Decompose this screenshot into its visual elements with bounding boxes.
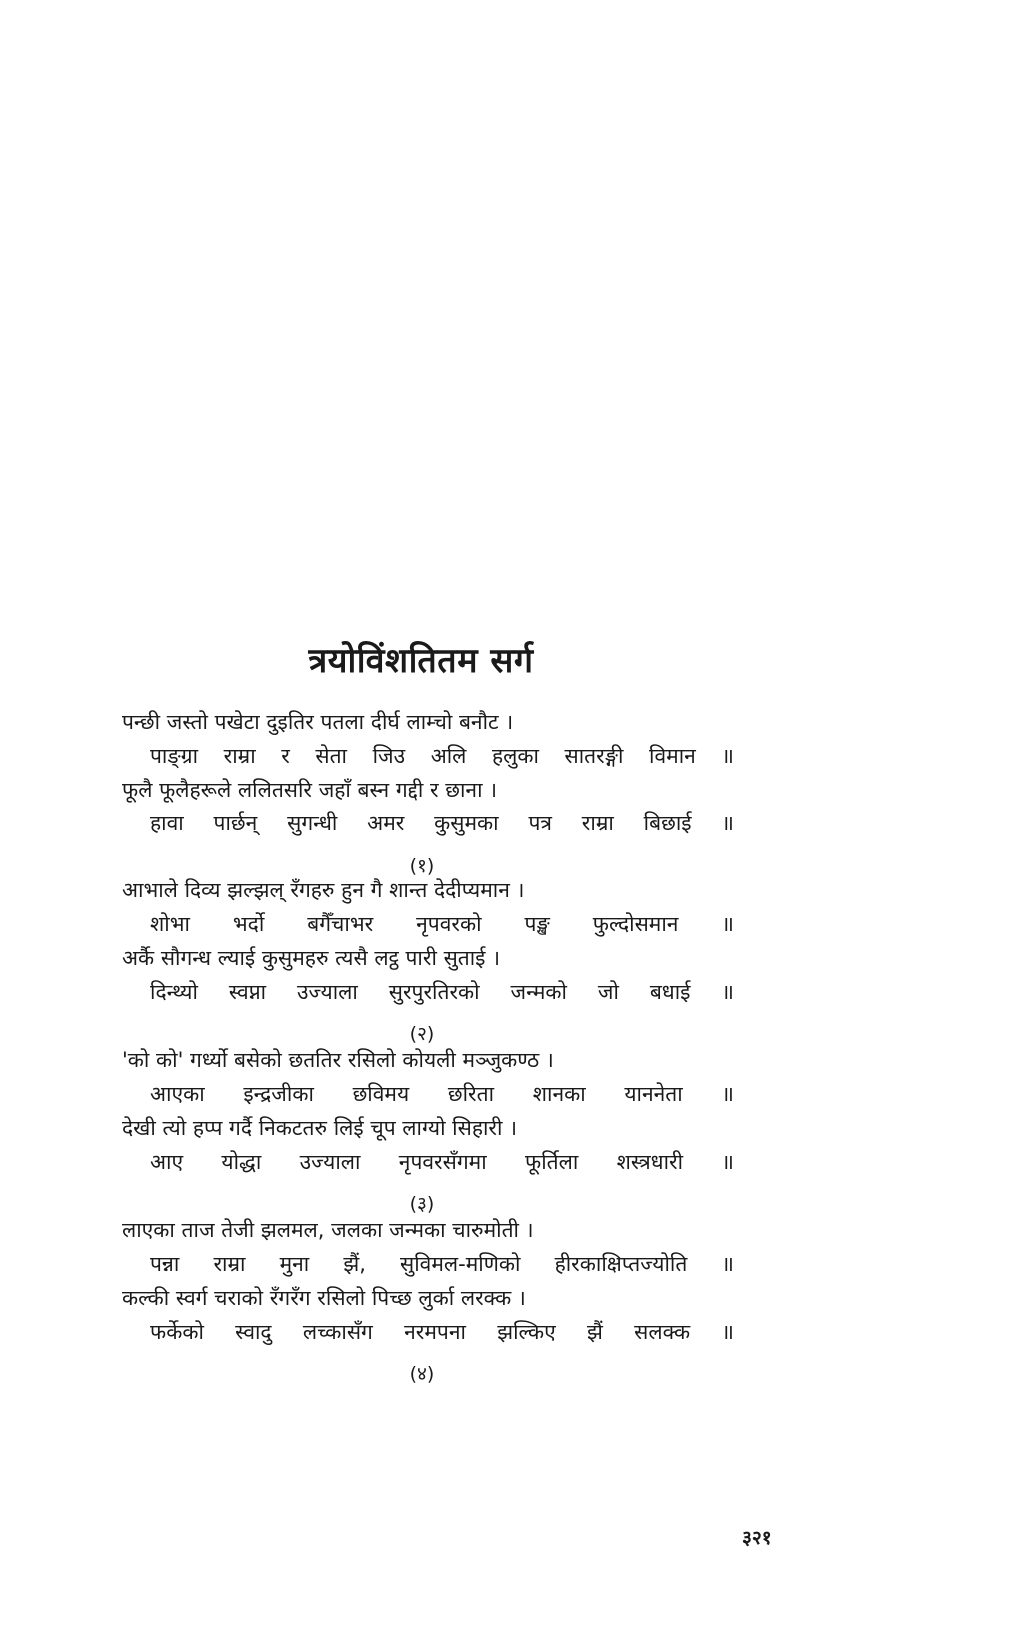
verse-line: पन्छी जस्तो पखेटा दुइतिर पतला दीर्घ लाम्चो बनौट । — [122, 710, 514, 734]
stanza-number: (२) — [409, 1023, 435, 1045]
verse-line: फर्केको स्वादु लच्कासँग नरमपना झल्किए झैं सलक्क ॥ — [150, 1320, 734, 1344]
verse-line: शोभा भर्दो बगैँचाभर नृपवरको पङ्ख फुल्दोसमान ॥ — [150, 912, 734, 936]
stanza-number: (१) — [409, 855, 435, 877]
stanza-number: (४) — [409, 1363, 435, 1385]
verse-line: कल्की स्वर्ग चराको रँगरँग रसिलो पिच्छ लुर्का लरक्क । — [122, 1286, 526, 1310]
verse-line: लाएका ताज तेजी झलमल, जलका जन्मका चारुमोती । — [122, 1218, 534, 1242]
verse-line: 'को को' गर्ध्यो बसेको छततिर रसिलो कोयली मञ्जुकण्ठ । — [122, 1048, 554, 1072]
verse-line: दिन्थ्यो स्वप्ना उज्याला सुरपुरतिरको जन्मको जो बधाई ॥ — [150, 980, 734, 1004]
stanza-number: (३) — [409, 1193, 435, 1215]
page-number: ३२१ — [742, 1527, 772, 1549]
verse-line: आएका इन्द्रजीका छविमय छरिता शानका याननेता ॥ — [150, 1082, 734, 1106]
chapter-title: त्रयोविंशतितम सर्ग — [308, 641, 534, 681]
verse-line: देखी त्यो हप्प गर्दै निकटतरु लिई चूप लाग्यो सिहारी । — [122, 1116, 518, 1140]
verse-line: पन्ना राम्रा मुना झैं, सुविमल-मणिको हीरकाक्षिप्तज्योति ॥ — [150, 1252, 734, 1276]
verse-line: अर्कै सौगन्ध ल्याई कुसुमहरु त्यसै लट्ठ पारी सुताई । — [122, 946, 501, 970]
verse-line: हावा पार्छन् सुगन्धी अमर कुसुमका पत्र राम्रा बिछाई ॥ — [150, 811, 734, 835]
verse-line: आभाले दिव्य झल्झल् रँगहरु हुन गै शान्त देदीप्यमान । — [122, 878, 525, 902]
verse-line: फूलै फूलैहरूले ललितसरि जहाँ बस्न गद्दी र छाना । — [122, 778, 498, 802]
verse-line: पाङ्ग्रा राम्रा र सेता जिउ अलि हलुका सातरङ्गी विमान ॥ — [150, 744, 734, 768]
verse-line: आए योद्धा उज्याला नृपवरसँगमा फूर्तिला शस्त्रधारी ॥ — [150, 1150, 734, 1174]
